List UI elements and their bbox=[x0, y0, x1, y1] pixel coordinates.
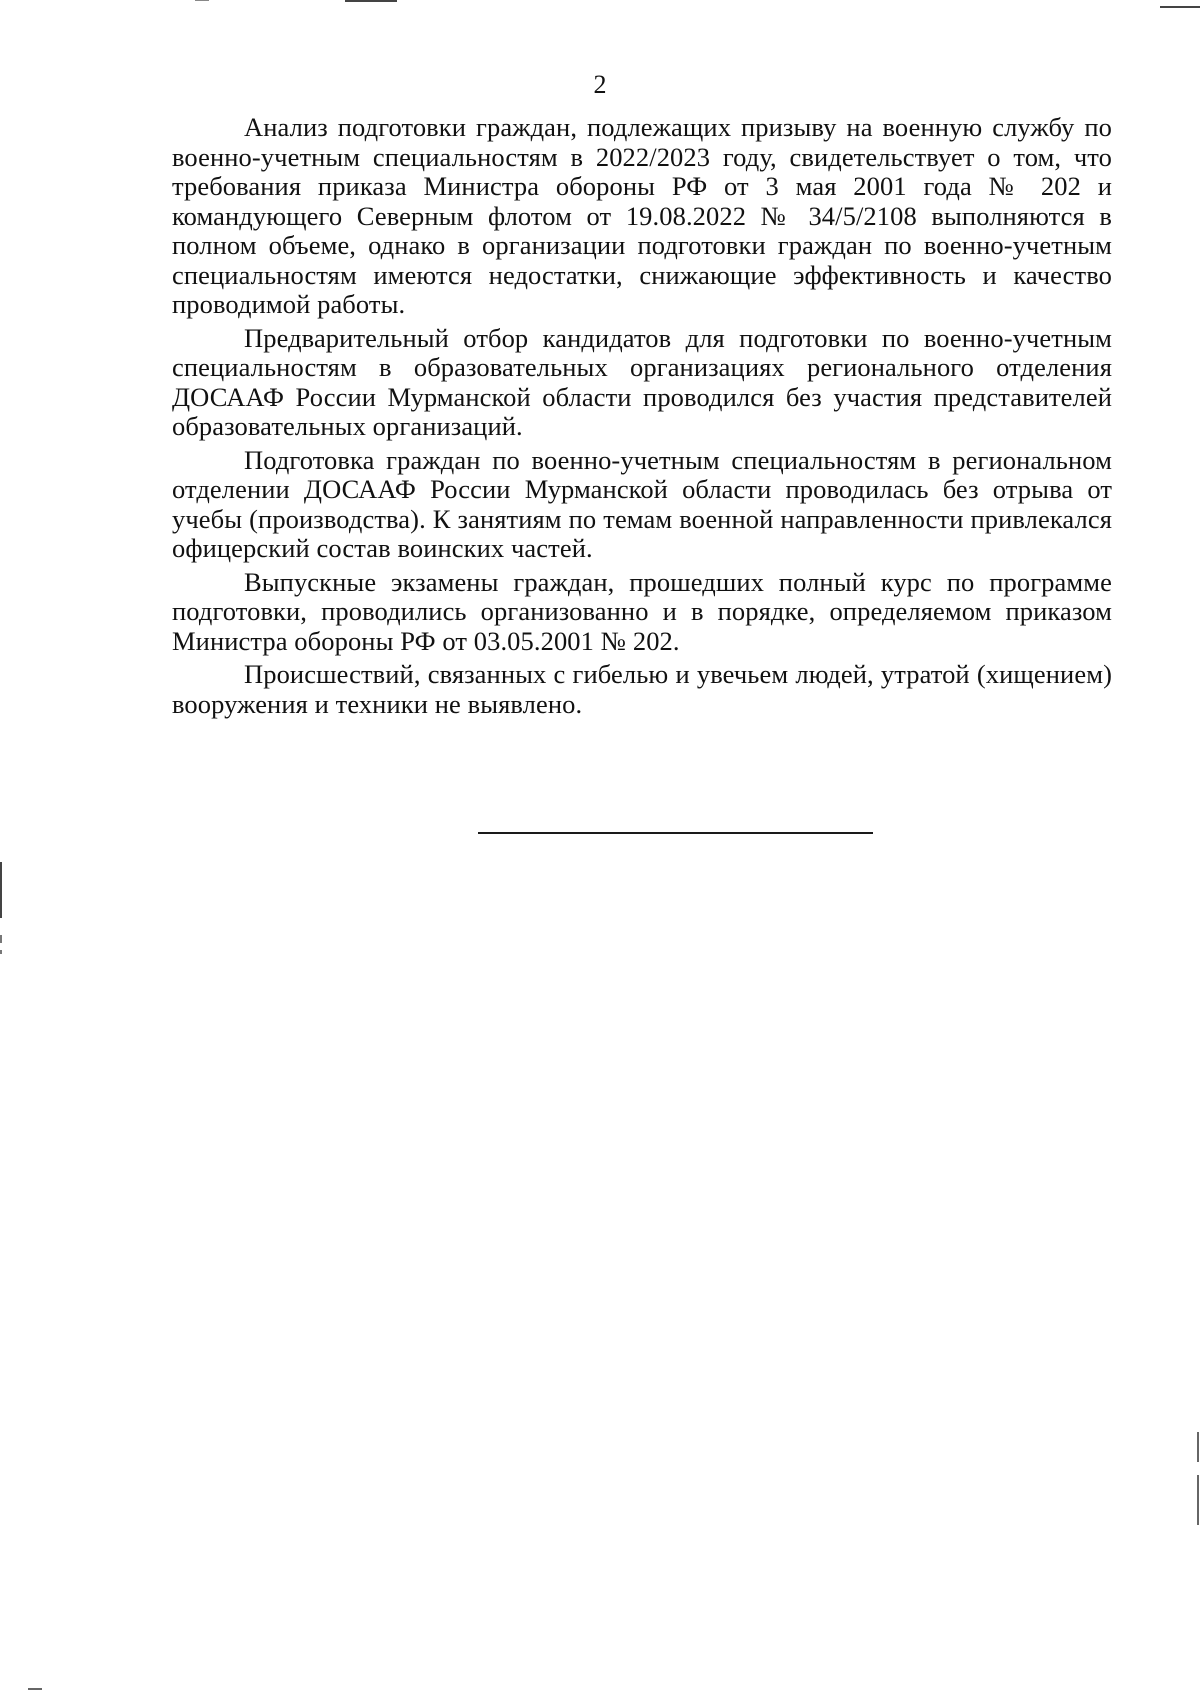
paragraph-analysis: Анализ подготовки граждан, подлежащих призыву на военную службу по военно-учетным специальностям в 2022/2023 году, свидетельствует о том, что требования приказа Министра обороны РФ от 3 мая 2001 года № 202 и командующего Северным флотом от 19.08.2022 № 34/5/2108 выполняются в полном объеме, однако в организации подготовки граждан по военно-учетным специальностям имеются недостатки, снижающие эффективность и качество проводимой работы. bbox=[172, 112, 1112, 319]
document-body bbox=[172, 113, 1112, 723]
scan-artifact bbox=[0, 935, 2, 943]
paragraph-incidents: Происшествий, связанных с гибелью и увечьем людей, утратой (хищением) вооружения и техники не выявлено. bbox=[172, 659, 1112, 719]
scan-artifact bbox=[28, 1688, 42, 1690]
scan-artifact bbox=[1160, 6, 1200, 8]
scan-artifact bbox=[1197, 1475, 1199, 1525]
scan-artifact bbox=[0, 950, 2, 954]
scan-artifact bbox=[1197, 1432, 1199, 1462]
paragraph-training: Подготовка граждан по военно-учетным специальностям в региональном отделении ДОСААФ России Мурманской области проводилась без отрыва от учебы (производства). К занятиям по темам военной направленности привлекался офицерский состав воинских частей. bbox=[172, 444, 1112, 563]
paragraph-preliminary-selection: Предварительный отбор кандидатов для подготовки по военно-учетным специальностям в образовательных организациях регионального отделения ДОСААФ России Мурманской области проводился без участия представителей образовательных организаций. bbox=[172, 322, 1112, 441]
scan-artifact bbox=[0, 862, 2, 918]
page-number: 2 bbox=[593, 70, 607, 99]
scan-artifact bbox=[195, 0, 209, 1]
end-of-document-rule bbox=[478, 832, 873, 834]
scan-artifact bbox=[345, 0, 397, 2]
paragraph-final-exams: Выпускные экзамены граждан, прошедших полный курс по программе подготовки, проводились организованно и в порядке, определяемом приказом Министра обороны РФ от 03.05.2001 № 202. bbox=[172, 566, 1112, 656]
